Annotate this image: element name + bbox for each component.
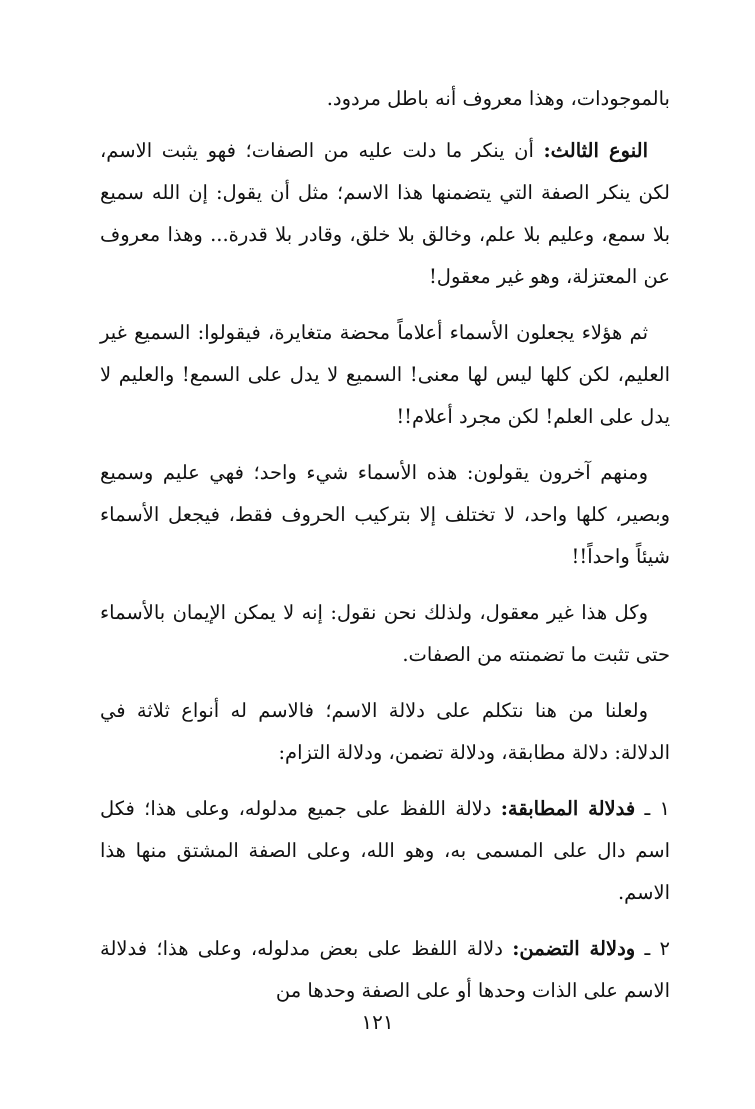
- paragraph-text: ثم هؤلاء يجعلون الأسماء أعلاماً محضة متغايرة، فيقولوا: السميع غير العليم، لكن كلها ليس لها معنى! السميع لا يدل على السمع! والعليم لا يدل على العلم! لكن مجرد أعلام!!: [100, 321, 670, 428]
- item-number: ٢ ـ: [644, 937, 670, 960]
- paragraph-name-indication: [100, 690, 670, 774]
- paragraph-text: دلالة اللفظ على جميع مدلوله، وعلى هذا؛ فكل اسم دال على المسمى به، وهو الله، وعلى الصفة المشتق منها هذا الاسم.: [100, 797, 670, 904]
- item-number: ١ ـ: [644, 797, 670, 820]
- paragraph-text: دلالة اللفظ على بعض مدلوله، وعلى هذا؛ فدلالة الاسم على الذات وحدها أو على الصفة وحدها من: [100, 937, 670, 1002]
- paragraph-lead-heading: فدلالة المطابقة:: [500, 797, 636, 820]
- paragraph-others-say: [100, 452, 670, 578]
- paragraph-lead-heading: ودلالة التضمن:: [512, 937, 636, 960]
- page-body-text: [100, 78, 670, 1026]
- paragraph-text: بالموجودات، وهذا معروف أنه باطل مردود.: [326, 87, 670, 110]
- paragraph-lead-heading: النوع الثالث:: [543, 139, 648, 162]
- paragraph-text: وكل هذا غير معقول، ولذلك نحن نقول: إنه لا يمكن الإيمان بالأسماء حتى تثبت ما تضمنته من الصفات.: [100, 601, 670, 666]
- paragraph-continuation: [100, 78, 670, 120]
- paragraph-names-as-proper-nouns: [100, 312, 670, 438]
- page-number: ١٢١: [361, 1010, 394, 1034]
- paragraph-text: أن ينكر ما دلت عليه من الصفات؛ فهو يثبت الاسم، لكن ينكر الصفة التي يتضمنها هذا الاسم؛ مثل أن يقول: إن الله سميع بلا سمع، وعليم بلا علم، وخالق بلا خلق، وقادر بلا قدرة... وهذا معروف عن المعتزلة، وهو غير معقول!: [100, 139, 670, 288]
- paragraph-item-2-inclusion: [100, 928, 670, 1012]
- paragraph-text: ومنهم آخرون يقولون: هذه الأسماء شيء واحد؛ فهي عليم وسميع وبصير، كلها واحد، لا تختلف إلا بتركيب الحروف فقط، فيجعل الأسماء شيئاً واحداً!!: [100, 461, 670, 568]
- paragraph-text: ولعلنا من هنا نتكلم على دلالة الاسم؛ فالاسم له أنواع ثلاثة في الدلالة: دلالة مطابقة، ودلالة تضمن، ودلالة التزام:: [100, 699, 670, 764]
- paragraph-third-type: [100, 130, 670, 298]
- paragraph-item-1-correspondence: [100, 788, 670, 914]
- paragraph-not-reasonable: [100, 592, 670, 676]
